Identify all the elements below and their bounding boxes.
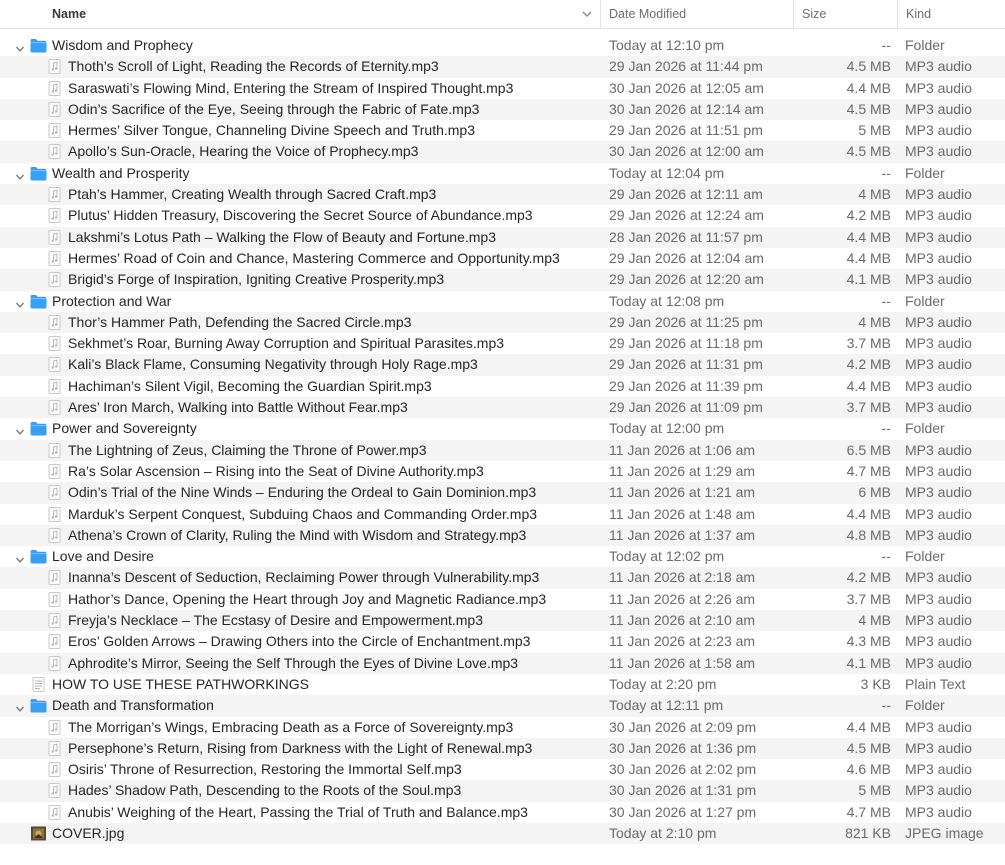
- file-size: 4 MB: [858, 313, 891, 330]
- file-kind: Folder: [905, 37, 945, 53]
- folder-row[interactable]: [0, 546, 1005, 567]
- file-row[interactable]: [0, 482, 1005, 503]
- file-kind: MP3 audio: [905, 633, 972, 650]
- file-size: --: [881, 548, 891, 565]
- file-size: 3 KB: [860, 675, 891, 692]
- date-modified: 29 Jan 2026 at 11:25 pm: [609, 313, 763, 330]
- file-name: Ares’ Iron March, Walking into Battle Without Fear.mp3: [68, 399, 408, 416]
- file-row[interactable]: [0, 354, 1005, 375]
- audio-file-icon: [46, 81, 63, 96]
- file-kind: MP3 audio: [905, 100, 972, 117]
- audio-file-icon: [46, 208, 63, 223]
- audio-file-icon: [46, 144, 63, 159]
- file-name: Ra’s Solar Ascension – Rising into the Seat of Divine Authority.mp3: [68, 462, 484, 479]
- file-kind: MP3 audio: [905, 207, 972, 224]
- file-size: 3.7 MB: [846, 335, 891, 352]
- file-row[interactable]: [0, 674, 1005, 695]
- audio-file-icon: [46, 720, 63, 735]
- date-modified: Today at 12:00 pm: [609, 420, 725, 437]
- file-size: --: [881, 37, 891, 53]
- disclosure-chevron-down-icon[interactable]: [14, 423, 26, 435]
- date-modified: 29 Jan 2026 at 11:18 pm: [609, 335, 763, 352]
- file-name: Power and Sovereignty: [52, 420, 197, 437]
- audio-file-icon: [46, 336, 63, 351]
- file-kind: MP3 audio: [905, 228, 972, 245]
- file-size: --: [881, 292, 891, 309]
- file-kind: MP3 audio: [905, 441, 972, 458]
- audio-file-icon: [46, 59, 63, 74]
- disclosure-chevron-down-icon[interactable]: [14, 168, 26, 180]
- audio-file-icon: [46, 783, 63, 798]
- file-row[interactable]: [0, 567, 1005, 588]
- file-row[interactable]: [0, 717, 1005, 738]
- file-size: 4 MB: [858, 186, 891, 203]
- date-modified: 11 Jan 2026 at 2:10 am: [609, 612, 756, 629]
- audio-file-icon: [46, 102, 63, 117]
- date-modified: 11 Jan 2026 at 1:21 am: [609, 484, 756, 501]
- date-modified: 30 Jan 2026 at 12:14 am: [609, 100, 764, 117]
- file-list: [0, 35, 1005, 844]
- file-kind: MP3 audio: [905, 612, 972, 629]
- date-modified: 30 Jan 2026 at 1:27 pm: [609, 803, 757, 820]
- file-name: Inanna’s Descent of Seduction, Reclaiming Power through Vulnerability.mp3: [68, 569, 540, 586]
- folder-icon: [30, 421, 47, 436]
- file-kind: JPEG image: [905, 824, 984, 841]
- folder-row[interactable]: [0, 418, 1005, 439]
- date-modified: 11 Jan 2026 at 1:29 am: [609, 462, 756, 479]
- date-modified: Today at 2:10 pm: [609, 824, 717, 841]
- file-name: Eros’ Golden Arrows – Drawing Others into the Circle of Enchantment.mp3: [68, 633, 531, 650]
- file-row[interactable]: [0, 269, 1005, 290]
- file-size: 3.7 MB: [846, 399, 891, 416]
- date-modified: 29 Jan 2026 at 12:20 am: [609, 271, 764, 288]
- file-kind: MP3 audio: [905, 399, 972, 416]
- file-size: 4.5 MB: [846, 143, 891, 160]
- date-modified: 11 Jan 2026 at 1:06 am: [609, 441, 756, 458]
- file-row[interactable]: [0, 376, 1005, 397]
- file-name: Plutus’ Hidden Treasury, Discovering the Secret Source of Abundance.mp3: [68, 207, 533, 224]
- file-kind: MP3 audio: [905, 739, 972, 756]
- disclosure-chevron-down-icon[interactable]: [14, 700, 26, 712]
- audio-file-icon: [46, 357, 63, 372]
- file-row[interactable]: [0, 589, 1005, 610]
- file-name: Anubis’ Weighing of the Heart, Passing the Trial of Truth and Balance.mp3: [68, 803, 528, 820]
- audio-file-icon: [46, 528, 63, 543]
- file-size: 4.4 MB: [846, 228, 891, 245]
- file-kind: MP3 audio: [905, 377, 972, 394]
- file-row[interactable]: [0, 78, 1005, 99]
- file-size: --: [881, 420, 891, 437]
- file-name: Marduk’s Serpent Conquest, Subduing Chaos and Commanding Order.mp3: [68, 505, 538, 522]
- column-header-bar: [0, 0, 1005, 29]
- file-size: 4.8 MB: [846, 526, 891, 543]
- file-name: Thor’s Hammer Path, Defending the Sacred Circle.mp3: [68, 313, 412, 330]
- audio-file-icon: [46, 464, 63, 479]
- file-kind: MP3 audio: [905, 590, 972, 607]
- file-size: 4.2 MB: [846, 569, 891, 586]
- image-thumbnail-icon: [30, 826, 47, 841]
- audio-file-icon: [46, 485, 63, 500]
- folder-icon: [30, 698, 47, 713]
- file-name: Thoth’s Scroll of Light, Reading the Records of Eternity.mp3: [68, 58, 439, 75]
- file-row[interactable]: [0, 610, 1005, 631]
- date-modified: Today at 12:08 pm: [609, 292, 725, 309]
- folder-icon: [30, 166, 47, 181]
- file-name: Ptah’s Hammer, Creating Wealth through Sacred Craft.mp3: [68, 186, 437, 203]
- file-kind: MP3 audio: [905, 484, 972, 501]
- file-kind: MP3 audio: [905, 526, 972, 543]
- file-name: Odin’s Trial of the Nine Winds – Enduring the Ordeal to Gain Dominion.mp3: [68, 484, 537, 501]
- file-size: 4.5 MB: [846, 100, 891, 117]
- file-size: 4.6 MB: [846, 761, 891, 778]
- file-name: Kali’s Black Flame, Consuming Negativity through Holy Rage.mp3: [68, 356, 478, 373]
- file-kind: MP3 audio: [905, 58, 972, 75]
- column-header-date-modified[interactable]: Date Modified: [600, 0, 801, 28]
- file-name: Hermes’ Silver Tongue, Channeling Divine Speech and Truth.mp3: [68, 122, 476, 139]
- file-row[interactable]: [0, 631, 1005, 652]
- column-header-size[interactable]: Size: [793, 0, 905, 28]
- file-kind: Folder: [905, 164, 945, 181]
- file-row[interactable]: [0, 248, 1005, 269]
- file-row[interactable]: [0, 397, 1005, 418]
- file-row[interactable]: [0, 56, 1005, 77]
- audio-file-icon: [46, 272, 63, 287]
- file-size: 4.1 MB: [846, 654, 891, 671]
- date-modified: 29 Jan 2026 at 12:04 am: [609, 249, 764, 266]
- file-row[interactable]: [0, 759, 1005, 780]
- audio-file-icon: [46, 613, 63, 628]
- file-name: Saraswati’s Flowing Mind, Entering the Stream of Inspired Thought.mp3: [68, 79, 514, 96]
- audio-file-icon: [46, 634, 63, 649]
- file-kind: MP3 audio: [905, 356, 972, 373]
- file-row[interactable]: [0, 312, 1005, 333]
- file-kind: Folder: [905, 420, 945, 437]
- file-row[interactable]: [0, 504, 1005, 525]
- audio-file-icon: [46, 656, 63, 671]
- file-name: HOW TO USE THESE PATHWORKINGS: [52, 675, 309, 692]
- file-kind: MP3 audio: [905, 718, 972, 735]
- file-name: Aphrodite’s Mirror, Seeing the Self Through the Eyes of Divine Love.mp3: [68, 654, 519, 671]
- folder-row[interactable]: [0, 163, 1005, 184]
- file-name: Osiris’ Throne of Resurrection, Restoring the Immortal Self.mp3: [68, 761, 462, 778]
- date-modified: 11 Jan 2026 at 1:37 am: [609, 526, 756, 543]
- file-size: 5 MB: [858, 122, 891, 139]
- file-row[interactable]: [0, 823, 1005, 844]
- file-size: 3.7 MB: [846, 590, 891, 607]
- file-name: Hades’ Shadow Path, Descending to the Roots of the Soul.mp3: [68, 782, 462, 799]
- file-name: The Morrigan’s Wings, Embracing Death as a Force of Sovereignty.mp3: [68, 718, 514, 735]
- file-name: Athena’s Crown of Clarity, Ruling the Mind with Wisdom and Strategy.mp3: [68, 526, 527, 543]
- date-modified: Today at 12:11 pm: [609, 697, 724, 714]
- file-name: Lakshmi’s Lotus Path – Walking the Flow of Beauty and Fortune.mp3: [68, 228, 497, 245]
- audio-file-icon: [46, 741, 63, 756]
- date-modified: 11 Jan 2026 at 2:18 am: [609, 569, 756, 586]
- date-modified: Today at 12:02 pm: [609, 548, 725, 565]
- file-name: Odin’s Sacrifice of the Eye, Seeing through the Fabric of Fate.mp3: [68, 100, 480, 117]
- audio-file-icon: [46, 443, 63, 458]
- file-size: 4.7 MB: [846, 803, 891, 820]
- file-name: Persephone’s Return, Rising from Darkness with the Light of Renewal.mp3: [68, 739, 533, 756]
- file-name: COVER.jpg: [52, 824, 125, 841]
- date-modified: Today at 12:04 pm: [609, 164, 725, 181]
- file-name: Wisdom and Prophecy: [52, 37, 193, 53]
- file-name: Freyja’s Necklace – The Ecstasy of Desire and Empowerment.mp3: [68, 612, 483, 629]
- file-name: Hachiman’s Silent Vigil, Becoming the Guardian Spirit.mp3: [68, 377, 432, 394]
- file-kind: MP3 audio: [905, 505, 972, 522]
- date-modified: 30 Jan 2026 at 12:05 am: [609, 79, 764, 96]
- file-row[interactable]: [0, 780, 1005, 801]
- file-size: 4.5 MB: [846, 58, 891, 75]
- file-kind: MP3 audio: [905, 79, 972, 96]
- audio-file-icon: [46, 507, 63, 522]
- file-name: Sekhmet’s Roar, Burning Away Corruption and Spiritual Parasites.mp3: [68, 335, 505, 352]
- file-row[interactable]: [0, 141, 1005, 162]
- audio-file-icon: [46, 379, 63, 394]
- file-size: 4 MB: [858, 612, 891, 629]
- audio-file-icon: [46, 762, 63, 777]
- file-kind: Folder: [905, 548, 945, 565]
- file-size: 6.5 MB: [846, 441, 891, 458]
- file-row[interactable]: [0, 205, 1005, 226]
- folder-icon: [30, 38, 47, 53]
- audio-file-icon: [46, 592, 63, 607]
- column-header-kind[interactable]: Kind: [897, 0, 1005, 28]
- date-modified: 29 Jan 2026 at 11:31 pm: [609, 356, 763, 373]
- audio-file-icon: [46, 805, 63, 820]
- audio-file-icon: [46, 400, 63, 415]
- file-size: 5 MB: [858, 782, 891, 799]
- date-modified: 11 Jan 2026 at 1:48 am: [609, 505, 756, 522]
- date-modified: 29 Jan 2026 at 11:44 pm: [609, 58, 763, 75]
- file-size: 4.4 MB: [846, 718, 891, 735]
- file-kind: MP3 audio: [905, 271, 972, 288]
- file-name: Apollo’s Sun-Oracle, Hearing the Voice of Prophecy.mp3: [68, 143, 419, 160]
- file-kind: MP3 audio: [905, 143, 972, 160]
- file-size: 4.2 MB: [846, 356, 891, 373]
- sort-chevron-down-icon[interactable]: [580, 7, 594, 21]
- date-modified: 28 Jan 2026 at 11:57 pm: [609, 228, 763, 245]
- file-size: 4.4 MB: [846, 79, 891, 96]
- file-kind: MP3 audio: [905, 782, 972, 799]
- file-name: Death and Transformation: [52, 697, 214, 714]
- file-size: --: [881, 697, 891, 714]
- date-modified: 30 Jan 2026 at 2:02 pm: [609, 761, 757, 778]
- audio-file-icon: [46, 123, 63, 138]
- date-modified: 11 Jan 2026 at 2:23 am: [609, 633, 756, 650]
- file-kind: Folder: [905, 697, 945, 714]
- file-size: 4.2 MB: [846, 207, 891, 224]
- folder-row[interactable]: [0, 291, 1005, 312]
- file-name: Brigid’s Forge of Inspiration, Igniting Creative Prosperity.mp3: [68, 271, 445, 288]
- audio-file-icon: [46, 315, 63, 330]
- audio-file-icon: [46, 570, 63, 585]
- date-modified: 29 Jan 2026 at 12:11 am: [609, 186, 763, 203]
- file-row[interactable]: [0, 461, 1005, 482]
- file-size: --: [881, 164, 891, 181]
- file-row[interactable]: [0, 802, 1005, 823]
- date-modified: 29 Jan 2026 at 12:24 am: [609, 207, 764, 224]
- file-size: 4.1 MB: [846, 271, 891, 288]
- folder-icon: [30, 549, 47, 564]
- file-kind: MP3 audio: [905, 122, 972, 139]
- file-row[interactable]: [0, 227, 1005, 248]
- file-kind: MP3 audio: [905, 654, 972, 671]
- file-name: The Lightning of Zeus, Claiming the Throne of Power.mp3: [68, 441, 427, 458]
- folder-row[interactable]: [0, 695, 1005, 716]
- file-size: 4.4 MB: [846, 505, 891, 522]
- file-row[interactable]: [0, 440, 1005, 461]
- file-kind: MP3 audio: [905, 761, 972, 778]
- disclosure-chevron-down-icon[interactable]: [14, 296, 26, 308]
- file-kind: Folder: [905, 292, 945, 309]
- file-row[interactable]: [0, 653, 1005, 674]
- date-modified: 30 Jan 2026 at 1:36 pm: [609, 739, 757, 756]
- file-kind: MP3 audio: [905, 186, 972, 203]
- file-row[interactable]: [0, 525, 1005, 546]
- file-row[interactable]: [0, 333, 1005, 354]
- file-name: Hathor’s Dance, Opening the Heart through Joy and Magnetic Radiance.mp3: [68, 590, 547, 607]
- column-header-name[interactable]: Name: [52, 7, 87, 21]
- folder-row[interactable]: [0, 35, 1005, 56]
- file-size: 4.5 MB: [846, 739, 891, 756]
- audio-file-icon: [46, 251, 63, 266]
- date-modified: 30 Jan 2026 at 2:09 pm: [609, 718, 757, 735]
- file-kind: Plain Text: [905, 675, 966, 692]
- date-modified: Today at 2:20 pm: [609, 675, 717, 692]
- file-size: 821 KB: [845, 824, 891, 841]
- date-modified: 29 Jan 2026 at 11:51 pm: [609, 122, 763, 139]
- disclosure-chevron-down-icon[interactable]: [14, 40, 26, 52]
- file-kind: MP3 audio: [905, 803, 972, 820]
- date-modified: 11 Jan 2026 at 2:26 am: [609, 590, 756, 607]
- file-size: 4.7 MB: [846, 462, 891, 479]
- folder-icon: [30, 294, 47, 309]
- date-modified: Today at 12:10 pm: [609, 37, 725, 53]
- file-name: Love and Desire: [52, 548, 154, 565]
- audio-file-icon: [46, 230, 63, 245]
- file-row[interactable]: [0, 184, 1005, 205]
- file-name: Protection and War: [52, 292, 172, 309]
- file-size: 4.4 MB: [846, 249, 891, 266]
- file-name: Wealth and Prosperity: [52, 164, 190, 181]
- text-document-icon: [30, 677, 47, 692]
- file-name: Hermes’ Road of Coin and Chance, Mastering Commerce and Opportunity.mp3: [68, 249, 560, 266]
- date-modified: 29 Jan 2026 at 11:39 pm: [609, 377, 763, 394]
- date-modified: 11 Jan 2026 at 1:58 am: [609, 654, 756, 671]
- file-row[interactable]: [0, 738, 1005, 759]
- file-kind: MP3 audio: [905, 462, 972, 479]
- file-kind: MP3 audio: [905, 569, 972, 586]
- file-size: 4.4 MB: [846, 377, 891, 394]
- date-modified: 30 Jan 2026 at 1:31 pm: [609, 782, 757, 799]
- file-kind: MP3 audio: [905, 249, 972, 266]
- file-row[interactable]: [0, 99, 1005, 120]
- file-kind: MP3 audio: [905, 313, 972, 330]
- file-row[interactable]: [0, 120, 1005, 141]
- file-size: 6 MB: [858, 484, 891, 501]
- file-size: 4.3 MB: [846, 633, 891, 650]
- date-modified: 29 Jan 2026 at 11:09 pm: [609, 399, 763, 416]
- audio-file-icon: [46, 187, 63, 202]
- disclosure-chevron-down-icon[interactable]: [14, 551, 26, 563]
- file-kind: MP3 audio: [905, 335, 972, 352]
- date-modified: 30 Jan 2026 at 12:00 am: [609, 143, 764, 160]
